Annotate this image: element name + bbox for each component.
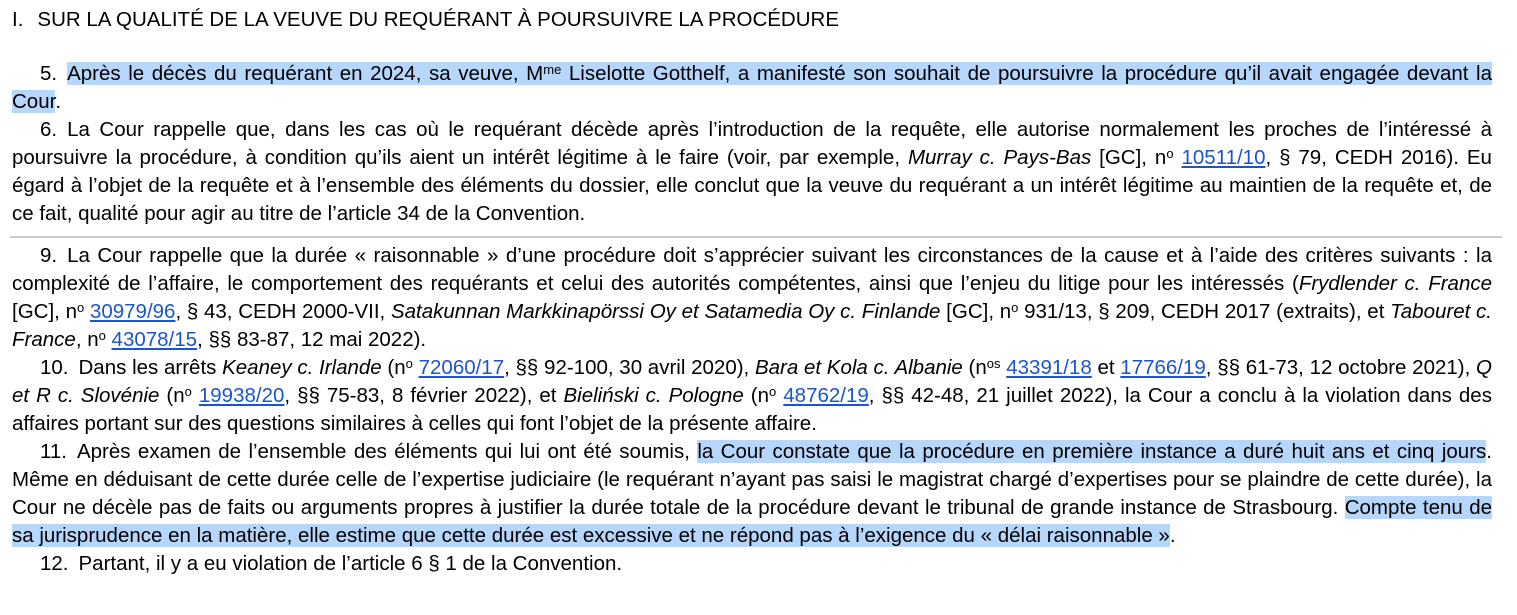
text-run: (n (962, 356, 987, 379)
paragraph-number: 6. (40, 118, 58, 141)
case-name: Murray c. Pays-Bas (907, 146, 1092, 169)
section-title: SUR LA QUALITÉ DE LA VEUVE DU REQUÉRANT À POURSUIVRE LA PROCÉDURE (37, 8, 840, 31)
text-run: Après le décès du requérant en 2024, sa veuve, M (67, 62, 544, 85)
paragraph-number: 10. (40, 356, 69, 379)
superscript: o (98, 328, 106, 343)
text-run: [GC], n (12, 300, 77, 323)
text-run: [GC], n (1091, 146, 1167, 169)
case-name: Q et R c. Slovénie (12, 356, 1492, 407)
text-run: . (55, 90, 62, 113)
paragraph-12 (12, 550, 1492, 578)
superscript: me (543, 62, 562, 77)
case-name: Keaney c. Irlande (222, 356, 382, 379)
paragraph-6 (12, 116, 1492, 228)
text-run: , §§ 61-73, 12 octobre 2021), (1205, 356, 1477, 379)
text-run: Après examen de l’ensemble des éléments qui lui ont été soumis, (76, 440, 698, 463)
case-name: Satakunnan Markkinapörssi Oy et Satamedia Oy c. Finlande (390, 300, 941, 323)
case-name: Bara et Kola c. Albanie (754, 356, 963, 379)
superscript: o (184, 384, 192, 399)
text-run: La Cour rappelle que, dans les cas où le requérant décède après l’introduction de la requête, elle autorise normalement les proches de l’intéressé à poursuivre la procédure, à condition qu’ils aient un intérêt légitime à le faire (voir, par exemple, (12, 118, 1492, 169)
paragraph-9 (12, 242, 1492, 354)
case-name: Frydlender c. France (1298, 272, 1493, 295)
text-run: , §§ 75-83, 8 février 2022), et (284, 384, 564, 407)
application-link[interactable]: 43391/18 (1006, 356, 1092, 379)
text-run: Partant, il y a eu violation de l’article 6 § 1 de la Convention. (78, 552, 623, 575)
superscript: o (769, 384, 777, 399)
text-run: , §§ 83-87, 12 mai 2022). (197, 328, 427, 351)
text-run: [GC], n (940, 300, 1012, 323)
text-run: , § 79, CEDH 2016). Eu égard à l’objet de la requête et à l’ensemble des éléments du dossier, elle conclut que la veuve du requérant a un intérêt légitime au maintien de la requête et, de ce fait, qualité pour agir au titre de l’article 34 de la Convention. (12, 146, 1492, 225)
text-run (192, 384, 199, 407)
paragraph-number: 12. (40, 552, 69, 575)
section-number: I. (12, 8, 24, 31)
application-link[interactable]: 43078/15 (111, 328, 198, 351)
application-link[interactable]: 30979/96 (89, 300, 176, 323)
text-run: , n (75, 328, 99, 351)
text-run: Liselotte Gotthelf, a manifesté son souhait de poursuivre la procédure qu’il avait engagée devant la Cour (12, 62, 1492, 113)
application-link[interactable]: 17766/19 (1120, 356, 1206, 379)
document-body (12, 0, 1492, 578)
highlighted-text[interactable] (12, 62, 1492, 113)
superscript: o (1011, 300, 1019, 315)
application-link[interactable]: 19938/20 (198, 384, 285, 407)
text-run: . Même en déduisant de cette durée celle de l’expertise judiciaire (le requérant n’ayant pas saisi le magistrat chargé d’expertises pour se plaindre de cette durée), la Cour ne décèle pas de faits ou arguments propres à justifier la durée totale de la procédure devant le tribunal de grande instance de Strasbourg. (12, 440, 1492, 519)
section-separator (10, 236, 1502, 238)
text-run: (n (159, 384, 185, 407)
highlighted-text[interactable]: la Cour constate que la procédure en première instance a duré huit ans et cinq jours (697, 440, 1487, 463)
text-run: (n (743, 384, 770, 407)
paragraph-5 (12, 60, 1492, 116)
text-run: , § 43, CEDH 2000-VII, (175, 300, 391, 323)
text-run: et (1091, 356, 1121, 379)
text-run: 931/13, § 209, CEDH 2017 (extraits), et (1018, 300, 1391, 323)
text-run: . (1169, 524, 1176, 547)
text-run: , §§ 42-48, 21 juillet 2022), la Cour a conclu à la violation dans des affaires portant sur des questions similaires à celles qui font l’objet de la présente affaire. (12, 384, 1492, 435)
paragraph-number: 11. (40, 440, 67, 463)
application-link[interactable]: 72060/17 (418, 356, 505, 379)
application-link[interactable]: 10511/10 (1181, 146, 1266, 169)
heading-spacer (12, 34, 1492, 60)
paragraph-10 (12, 354, 1492, 438)
section-heading (12, 6, 1492, 34)
case-name: Bieliński c. Pologne (563, 384, 744, 407)
superscript: o (1166, 146, 1174, 161)
application-link[interactable]: 48762/19 (783, 384, 869, 407)
highlighted-text[interactable]: Compte tenu de sa jurisprudence en la matière, elle estime que cette durée est excessive et ne répond pas à l’exigence du « délai raisonnable » (12, 496, 1493, 547)
superscript: o (405, 356, 413, 371)
superscript: os (986, 356, 1001, 371)
paragraph-number: 9. (40, 244, 58, 267)
paragraph-number: 5. (40, 62, 58, 85)
text-run: Dans les arrêts (78, 356, 223, 379)
paragraph-11 (12, 438, 1492, 550)
text-run: (n (381, 356, 406, 379)
text-run: La Cour rappelle que la durée « raisonnable » d’une procédure doit s’apprécier suivant les circonstances de la cause et à l’aide des critères suivants : la complexité de l’affaire, le comportement des requérants et celui des autorités compétentes, ainsi que l’enjeu du litige pour les intéressés ( (12, 244, 1492, 295)
text-run: , §§ 92-100, 30 avril 2020), (504, 356, 755, 379)
case-name: Tabouret c. France (12, 300, 1492, 351)
superscript: o (76, 300, 85, 315)
